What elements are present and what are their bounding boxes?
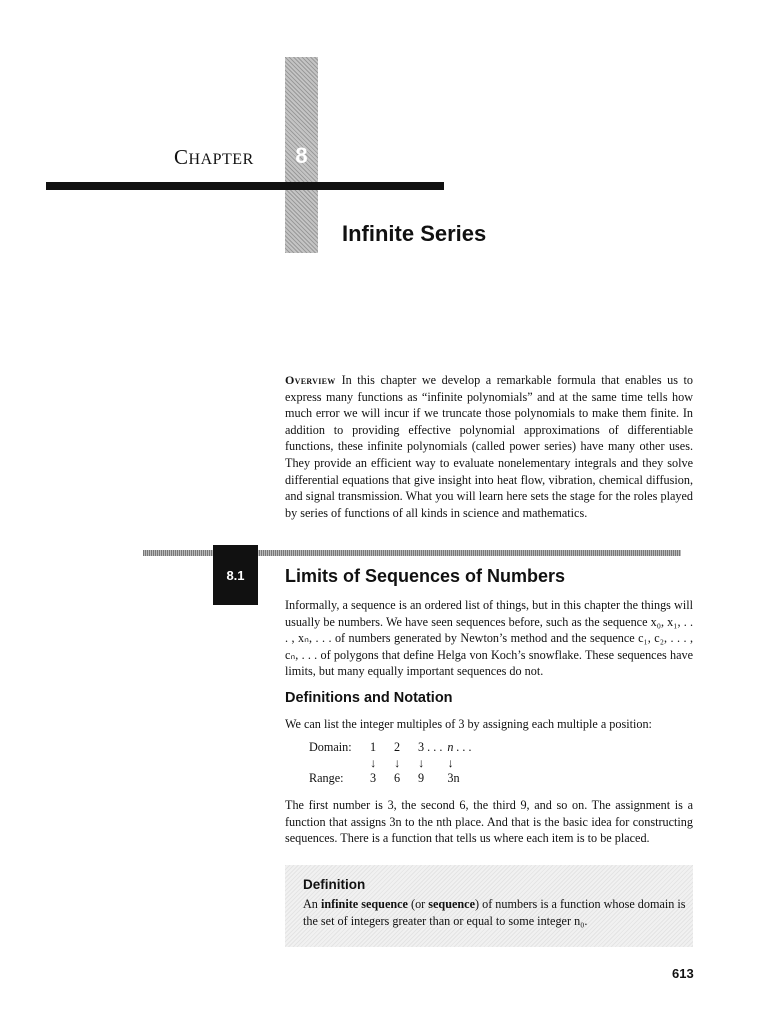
definition-text bbox=[303, 896, 693, 929]
range-value: 3 bbox=[370, 771, 377, 786]
range-value: 6 bbox=[394, 771, 401, 786]
definition-text-mid: (or bbox=[407, 897, 429, 911]
domain-value: 3 . . . bbox=[418, 740, 443, 755]
overview-label: Overview bbox=[285, 373, 336, 387]
section-number-box: 8.1 bbox=[213, 545, 258, 605]
range-value: 9 bbox=[418, 771, 425, 786]
definition-text-pre: An bbox=[303, 897, 321, 911]
down-arrow-icon: ↓ bbox=[370, 755, 377, 770]
overview-paragraph bbox=[285, 372, 693, 521]
domain-value: n . . . bbox=[447, 740, 472, 755]
chapter-title: Infinite Series bbox=[342, 221, 487, 246]
range-value: 3n bbox=[447, 771, 460, 786]
page-number: 613 bbox=[672, 966, 694, 981]
overview-text: In this chapter we develop a remarkable formula that enables us to express many functions as “infinite polynomials” and at the same time tells how much error we will incur if we truncate those polynomials to make them finite. In addition to providing effective polynomial approximations of differentiable functions, these infinite polynomials (called power series) have many other uses. They provide an efficient way to evaluate nonelementary integrals and they solve differential equations that give insight into heat flow, vibration, chemical diffusion, and signal transmission. What you will learn here sets the stage for the roles played by series of functions of all kinds in science and mathematics. bbox=[285, 373, 693, 520]
down-arrow-icon: ↓ bbox=[447, 755, 454, 770]
section-title: Limits of Sequences of Numbers bbox=[285, 566, 566, 586]
definition-title: Definition bbox=[303, 877, 366, 892]
definition-text-post: ) of numbers is a function whose domain is the set of integers greater than or equal to some integer n₀. bbox=[303, 897, 686, 928]
chapter-number: 8 bbox=[295, 143, 308, 168]
domain-range-mapping bbox=[309, 740, 477, 787]
range-label: Range: bbox=[309, 771, 344, 786]
chapter-label-initial: C bbox=[174, 145, 189, 169]
range-row bbox=[309, 771, 477, 787]
domain-row bbox=[309, 740, 477, 756]
down-arrow-icon: ↓ bbox=[418, 755, 425, 770]
subsection-title: Definitions and Notation bbox=[285, 690, 453, 706]
arrow-row bbox=[309, 756, 477, 772]
section-intro-paragraph: Informally, a sequence is an ordered list of things, but in this chapter the things will usually be numbers. We have seen sequences before, such as the sequence x₀, x₁, . . . , xₙ, . . . of numbers generated by Newton’s method and the sequence c₁, c₂, . . . , cₙ, . . . of polygons that define Helga von Koch’s snowflake. These sequences have limits, but many equally important sequences do not. bbox=[285, 598, 693, 679]
chapter-label bbox=[174, 145, 254, 170]
chapter-label-rest: HAPTER bbox=[188, 151, 254, 168]
domain-value: 2 bbox=[394, 740, 401, 755]
definition-term-sequence: sequence bbox=[428, 897, 475, 911]
domain-value: 1 bbox=[370, 740, 377, 755]
subsection-lead: We can list the integer multiples of 3 by assigning each multiple a position: bbox=[285, 717, 652, 731]
down-arrow-icon: ↓ bbox=[394, 755, 401, 770]
subsection-paragraph: The first number is 3, the second 6, the third 9, and so on. The assignment is a function that assigns 3n to the nth place. And that is the basic idea for constructing sequences. There is a function that tells us where each item is to be placed. bbox=[285, 798, 693, 846]
domain-label: Domain: bbox=[309, 740, 352, 755]
chapter-rule bbox=[46, 182, 444, 190]
definition-term-infinite-sequence: infinite sequence bbox=[320, 897, 408, 911]
